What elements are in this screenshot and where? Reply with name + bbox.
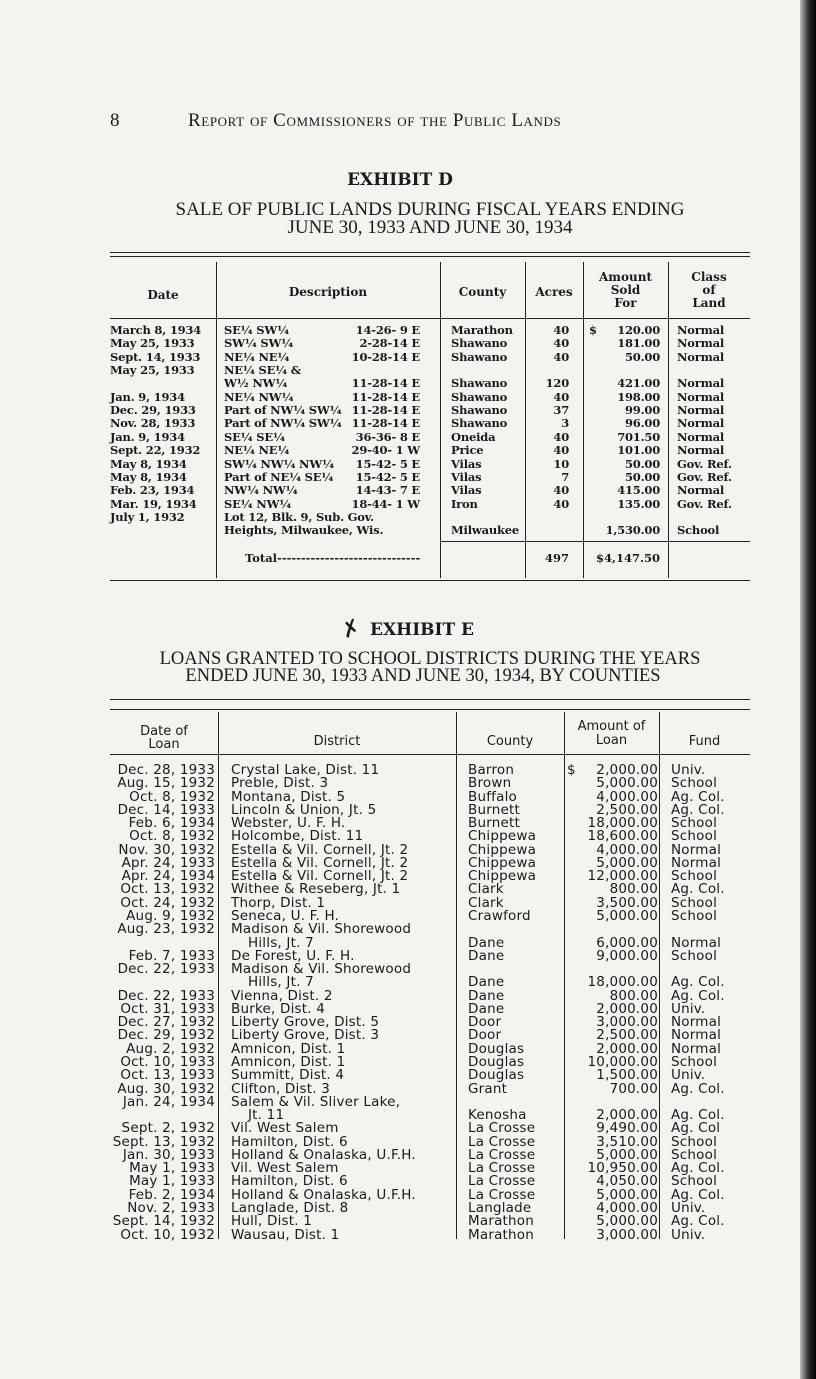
loan-fund: Ag. Col. — [671, 1213, 725, 1230]
loan-fund: Normal — [671, 841, 722, 858]
school-district: Amnicon, Dist. 1 — [231, 1040, 346, 1057]
land-description: NW¼ NW¼ — [224, 483, 298, 498]
land-description: Lot 12, Blk. 9, Sub. Gov. — [224, 509, 374, 524]
land-class: Normal — [677, 483, 725, 498]
sale-amount: 415.00 — [617, 483, 660, 498]
sale-county: Shawano — [451, 416, 508, 431]
loan-county: Crawford — [468, 908, 531, 924]
sale-date: May 25, 1933 — [110, 363, 195, 378]
section-township-range: 36-36- 8 E — [355, 429, 420, 444]
loan-county: Dane — [468, 947, 505, 964]
sale-acres: 120 — [545, 376, 569, 391]
sale-county: Milwaukee — [451, 523, 519, 538]
school-district: Langlade, Dist. 8 — [231, 1199, 349, 1216]
land-class: School — [677, 523, 720, 538]
loan-county: La Crosse — [468, 1120, 536, 1137]
loan-date: Sept. 2, 1932 — [121, 1120, 215, 1137]
sale-date: March 8, 1934 — [110, 323, 202, 337]
sale-amount: 99.00 — [624, 403, 660, 418]
loan-amount: 2,000.00 — [596, 1107, 658, 1123]
land-class: Normal — [677, 376, 725, 391]
loan-fund: School — [671, 775, 718, 792]
sale-amount: 135.00 — [617, 496, 660, 511]
land-description: NE¼ NW¼ — [224, 389, 294, 404]
sale-amount: 50.00 — [624, 349, 660, 364]
land-description: SW¼ NW¼ NW¼ — [224, 456, 334, 471]
loan-date: Oct. 10, 1933 — [120, 1053, 215, 1070]
sale-acres: 37 — [553, 403, 569, 418]
land-description: SE¼ NW¼ — [224, 496, 292, 511]
col-header-date: Date — [147, 288, 179, 302]
loan-fund: Univ. — [671, 762, 706, 778]
loan-fund: Univ. — [671, 1067, 706, 1084]
section-township-range: 11-28-14 E — [351, 416, 420, 431]
sale-county: Shawano — [451, 403, 508, 418]
section-township-range: 18-44- 1 W — [351, 496, 420, 511]
sale-county: Oneida — [451, 429, 496, 444]
sale-date: July 1, 1932 — [110, 509, 185, 524]
loan-date: Jan. 24, 1934 — [122, 1093, 215, 1110]
school-district: Hull, Dist. 1 — [231, 1213, 313, 1230]
loan-amount: 4,050.00 — [596, 1173, 658, 1190]
land-class: Gov. Ref. — [677, 456, 732, 471]
loan-fund: School — [671, 947, 718, 964]
loan-date: Oct. 31, 1933 — [120, 1000, 215, 1017]
loan-fund: Ag. Col. — [671, 1107, 725, 1123]
loan-amount: 1,500.00 — [596, 1067, 658, 1084]
school-district: Preble, Dist. 3 — [231, 775, 329, 792]
sale-date: May 25, 1933 — [110, 336, 195, 351]
school-district: Estella & Vil. Cornell, Jt. 2 — [231, 868, 409, 885]
col-header-acres: Acres — [535, 285, 573, 299]
loan-date: Feb. 6, 1934 — [128, 815, 215, 832]
land-description: Part of NW¼ SW¼ — [224, 416, 342, 431]
school-district: Summitt, Dist. 4 — [231, 1067, 345, 1084]
loan-amount: 5,000.00 — [596, 775, 658, 792]
section-township-range: 11-28-14 E — [351, 376, 420, 391]
sale-date: Sept. 14, 1933 — [110, 349, 201, 364]
exhibit-d-title-line1: SALE OF PUBLIC LANDS DURING FISCAL YEARS ENDING — [175, 199, 685, 220]
sale-county: Vilas — [451, 456, 482, 471]
sale-acres: 3 — [561, 416, 569, 431]
loan-county: Dane — [468, 1000, 505, 1017]
loan-county: Clark — [468, 881, 504, 898]
loan-amount: 18,000.00 — [587, 815, 658, 832]
land-description: NE¼ NE¼ — [224, 349, 290, 364]
loan-fund: School — [671, 868, 718, 885]
loan-date: Feb. 2, 1934 — [128, 1186, 215, 1203]
loan-fund: Normal — [671, 1014, 722, 1031]
school-district: Holcombe, Dist. 11 — [231, 828, 364, 845]
sale-date: Nov. 28, 1933 — [110, 416, 196, 431]
sale-acres: 40 — [553, 336, 569, 351]
loan-amount: 9,490.00 — [596, 1120, 658, 1137]
sale-amount: 50.00 — [624, 456, 660, 471]
loan-amount: 800.00 — [609, 881, 658, 898]
loan-county: La Crosse — [468, 1133, 536, 1150]
loan-county: Burnett — [468, 815, 520, 832]
loan-fund: Ag. Col. — [671, 881, 725, 898]
col-header-amount-2: Sold — [610, 283, 641, 297]
dollar-sign: $ — [589, 323, 597, 337]
loan-amount: 2,000.00 — [596, 1040, 658, 1057]
loan-date: Dec. 22, 1933 — [117, 987, 215, 1004]
school-district: Burke, Dist. 4 — [231, 1000, 326, 1017]
section-township-range: 10-28-14 E — [351, 349, 420, 364]
school-district: Hamilton, Dist. 6 — [231, 1173, 348, 1190]
loan-fund: Univ. — [671, 1000, 706, 1017]
loan-date: Sept. 14, 1932 — [112, 1213, 215, 1230]
loan-county: Kenosha — [468, 1107, 527, 1123]
sale-acres: 40 — [553, 389, 569, 404]
loan-amount: 5,000.00 — [596, 1213, 658, 1230]
loan-date: May 1, 1933 — [129, 1173, 215, 1190]
sale-county: Iron — [451, 496, 478, 511]
sale-county: Marathon — [451, 323, 513, 337]
section-township-range: 15-42- 5 E — [355, 456, 420, 471]
loan-amount: 18,600.00 — [587, 828, 658, 845]
loan-amount: 700.00 — [609, 1080, 658, 1097]
loan-amount: 10,950.00 — [587, 1160, 658, 1177]
total-acres: 497 — [544, 551, 569, 565]
sale-amount: 421.00 — [617, 376, 660, 391]
section-township-range: 11-28-14 E — [351, 403, 420, 418]
loan-county: Langlade — [468, 1199, 532, 1216]
loan-county: Chippewa — [468, 868, 537, 885]
land-description: Heights, Milwaukee, Wis. — [224, 523, 384, 538]
col-header-county-e: County — [486, 734, 534, 749]
loan-fund: Univ. — [671, 1199, 706, 1216]
section-township-range: 15-42- 5 E — [355, 469, 420, 484]
col-header-class-1: Class — [691, 270, 727, 284]
col-header-amount-3: For — [614, 296, 637, 310]
col-header-class-3: Land — [692, 296, 726, 310]
loan-date: Jan. 30, 1933 — [122, 1146, 215, 1163]
school-district: Thorp, Dist. 1 — [231, 894, 326, 911]
land-class: Normal — [677, 443, 725, 458]
sale-date: May 8, 1934 — [110, 469, 187, 484]
land-description: NE¼ NE¼ — [224, 443, 290, 458]
loan-fund: Normal — [671, 854, 722, 871]
loan-county: Dane — [468, 974, 505, 991]
sale-acres: 40 — [553, 429, 569, 444]
col-header-loan-date-2: Loan — [148, 737, 180, 752]
school-district: Montana, Dist. 5 — [231, 788, 346, 805]
sale-amount: 96.00 — [624, 416, 660, 431]
land-description: Part of NE¼ SE¼ — [224, 469, 334, 484]
loan-amount: 4,000.00 — [596, 788, 658, 805]
school-district: Crystal Lake, Dist. 11 — [231, 762, 380, 778]
loan-date: Dec. 28, 1933 — [117, 762, 215, 778]
exhibit-d-label: EXHIBIT D — [347, 170, 453, 190]
loan-date: Oct. 8, 1932 — [129, 828, 215, 845]
school-district: Hamilton, Dist. 6 — [231, 1133, 348, 1150]
land-class: Normal — [677, 403, 725, 418]
sale-acres: 40 — [553, 496, 569, 511]
sale-date: Dec. 29, 1933 — [110, 403, 196, 418]
section-township-range: 11-28-14 E — [351, 389, 420, 404]
loan-county: Marathon — [468, 1213, 535, 1230]
handwritten-check-mark: ✗ — [338, 614, 365, 645]
land-class: Normal — [677, 389, 725, 404]
loan-fund: Ag. Col. — [671, 1080, 725, 1097]
school-district: Madison & Vil. Shorewood — [231, 961, 412, 977]
sale-acres: 40 — [553, 443, 569, 458]
sale-amount: 101.00 — [617, 443, 660, 458]
school-district: Estella & Vil. Cornell, Jt. 2 — [231, 854, 409, 871]
loan-county: Chippewa — [468, 828, 537, 845]
sale-amount: 50.00 — [624, 469, 660, 484]
sale-amount: 120.00 — [617, 323, 660, 337]
section-township-range: 29-40- 1 W — [351, 443, 420, 458]
land-description: SE¼ SW¼ — [224, 323, 289, 337]
loan-amount: 2,500.00 — [596, 801, 658, 818]
school-district: Liberty Grove, Dist. 5 — [231, 1014, 380, 1031]
loan-date: Nov. 30, 1932 — [118, 841, 215, 858]
school-district: Wausau, Dist. 1 — [231, 1226, 340, 1243]
loan-fund: School — [671, 894, 718, 911]
loan-county: Douglas — [468, 1053, 525, 1070]
col-header-county: County — [458, 285, 507, 299]
school-district: Hills, Jt. 7 — [248, 934, 314, 951]
loan-county: Douglas — [468, 1067, 525, 1084]
loan-amount: 5,000.00 — [596, 854, 658, 871]
loan-amount: 18,000.00 — [587, 974, 658, 991]
exhibit-d-title-line2: JUNE 30, 1933 AND JUNE 30, 1934 — [287, 217, 573, 238]
loan-amount: 5,000.00 — [596, 1146, 658, 1163]
col-header-amount-1: Amount — [598, 270, 652, 284]
loan-date: Oct. 13, 1932 — [120, 881, 215, 898]
loan-fund: School — [671, 828, 718, 845]
loan-amount: 2,000.00 — [596, 762, 658, 778]
loan-date: Aug. 2, 1932 — [126, 1040, 215, 1057]
loan-fund: Normal — [671, 934, 722, 951]
loan-county: Door — [468, 1014, 502, 1031]
school-district: Amnicon, Dist. 1 — [231, 1053, 346, 1070]
loan-fund: Normal — [671, 1027, 722, 1044]
sale-acres: 10 — [553, 456, 569, 471]
loan-county: Chippewa — [468, 854, 537, 871]
sale-county: Shawano — [451, 376, 508, 391]
loan-county: La Crosse — [468, 1160, 536, 1177]
loan-date: Dec. 14, 1933 — [117, 801, 215, 818]
sale-amount: 181.00 — [617, 336, 660, 351]
col-header-loan-date-1: Date of — [140, 724, 188, 739]
loan-county: La Crosse — [468, 1146, 536, 1163]
school-district: Webster, U. F. H. — [231, 815, 346, 832]
loan-fund: Ag. Col — [671, 1120, 721, 1137]
loan-date: Dec. 29, 1932 — [117, 1027, 215, 1044]
sale-date: Jan. 9, 1934 — [110, 429, 185, 444]
sale-date: Feb. 23, 1934 — [110, 483, 195, 498]
section-township-range: 2-28-14 E — [359, 336, 420, 351]
loan-county: Dane — [468, 934, 505, 951]
col-header-fund: Fund — [688, 734, 721, 749]
loan-amount: 2,000.00 — [596, 1000, 658, 1017]
land-class: Normal — [677, 336, 725, 351]
school-district: Jt. 11 — [248, 1107, 285, 1123]
loan-amount: 9,000.00 — [596, 947, 658, 964]
loan-amount: 3,510.00 — [596, 1133, 658, 1150]
loan-fund: School — [671, 908, 718, 924]
school-district: Liberty Grove, Dist. 3 — [231, 1027, 380, 1044]
loan-county: Grant — [468, 1080, 508, 1097]
loan-date: Oct. 13, 1933 — [120, 1067, 215, 1084]
land-description: Part of NW¼ SW¼ — [224, 403, 342, 418]
dollar-sign: $ — [567, 762, 576, 778]
loan-fund: Ag. Col. — [671, 1186, 725, 1203]
col-header-loan-amount-1: Amount of — [577, 719, 646, 734]
loan-fund: Ag. Col. — [671, 1160, 725, 1177]
col-header-loan-amount-2: Loan — [595, 733, 628, 748]
sale-acres: 7 — [561, 469, 569, 484]
loan-county: Marathon — [468, 1226, 535, 1243]
loan-county: Dane — [468, 987, 505, 1004]
school-district: Lincoln & Union, Jt. 5 — [231, 801, 377, 818]
loan-date: Aug. 15, 1932 — [117, 775, 215, 792]
loan-date: Oct. 24, 1932 — [120, 894, 215, 911]
loan-fund: School — [671, 1053, 718, 1070]
school-district: Madison & Vil. Shorewood — [231, 921, 412, 938]
sale-county: Shawano — [451, 336, 508, 351]
sale-amount: 701.50 — [617, 429, 660, 444]
sale-county: Shawano — [451, 349, 508, 364]
total-amount: $4,147.50 — [595, 551, 660, 565]
school-district: Estella & Vil. Cornell, Jt. 2 — [231, 841, 409, 858]
loan-fund: Ag. Col. — [671, 801, 725, 818]
loan-fund: Ag. Col. — [671, 987, 725, 1004]
loan-amount: 5,000.00 — [596, 908, 658, 924]
land-description: NE¼ SE¼ & — [224, 363, 301, 378]
loan-amount: 12,000.00 — [587, 868, 658, 885]
loan-county: Brown — [468, 775, 512, 792]
leader-dots: ------------------------------ — [277, 551, 421, 565]
loan-county: Chippewa — [468, 841, 537, 858]
loan-date: Apr. 24, 1934 — [121, 868, 215, 885]
sale-acres: 40 — [553, 323, 569, 337]
sale-county: Shawano — [451, 389, 508, 404]
loan-county: Buffalo — [468, 788, 518, 805]
school-district: De Forest, U. F. H. — [231, 947, 355, 964]
land-class: Normal — [677, 323, 725, 337]
school-district: Vil. West Salem — [231, 1160, 339, 1177]
loan-county: Door — [468, 1027, 502, 1044]
loan-amount: 4,000.00 — [596, 841, 658, 858]
loan-amount: 6,000.00 — [596, 934, 658, 951]
loan-amount: 4,000.00 — [596, 1199, 658, 1216]
running-title: Report of Commissioners of the Public Lands — [188, 110, 562, 131]
loan-amount: 2,500.00 — [596, 1027, 658, 1044]
loan-amount: 3,500.00 — [596, 894, 658, 911]
section-township-range: 14-26- 9 E — [355, 323, 420, 337]
loan-fund: Ag. Col. — [671, 974, 725, 991]
loan-date: Aug. 23, 1932 — [117, 921, 215, 938]
school-district: Hills, Jt. 7 — [248, 974, 314, 991]
loan-date: Feb. 7, 1933 — [128, 947, 215, 964]
loan-county: La Crosse — [468, 1186, 536, 1203]
col-header-district: District — [313, 734, 361, 749]
sale-date: Mar. 19, 1934 — [110, 496, 197, 511]
school-district: Vienna, Dist. 2 — [231, 987, 333, 1004]
loan-date: Dec. 27, 1932 — [117, 1014, 215, 1031]
school-district: Seneca, U. F. H. — [231, 908, 340, 924]
loan-amount: 3,000.00 — [596, 1226, 658, 1243]
land-class: Normal — [677, 416, 725, 431]
school-district: Holland & Onalaska, U.F.H. — [231, 1146, 416, 1163]
school-district: Withee & Reseberg, Jt. 1 — [231, 881, 401, 898]
exhibit-e-title-line1: LOANS GRANTED TO SCHOOL DISTRICTS DURING THE YEARS — [159, 649, 701, 669]
land-class: Gov. Ref. — [677, 469, 732, 484]
exhibit-e-label: EXHIBIT E — [370, 620, 475, 640]
school-district: Vil. West Salem — [231, 1120, 339, 1137]
land-class: Normal — [677, 429, 725, 444]
land-class: Gov. Ref. — [677, 496, 732, 511]
loan-date: Oct. 10, 1932 — [120, 1226, 215, 1243]
loan-county: Douglas — [468, 1040, 525, 1057]
sale-acres: 40 — [553, 349, 569, 364]
total-label: Total------------------------------ — [245, 551, 421, 565]
sale-date: Sept. 22, 1932 — [110, 443, 201, 458]
loan-date: Nov. 2, 1933 — [127, 1199, 215, 1216]
sale-amount: 1,530.00 — [605, 523, 660, 538]
sale-acres: 40 — [553, 483, 569, 498]
loan-date: Apr. 24, 1933 — [121, 854, 215, 871]
loan-date: Aug. 30, 1932 — [117, 1080, 215, 1097]
loan-amount: 3,000.00 — [596, 1014, 658, 1031]
sale-date: Jan. 9, 1934 — [110, 389, 185, 404]
loan-fund: Univ. — [671, 1226, 706, 1243]
loan-date: Dec. 22, 1933 — [117, 961, 215, 977]
loan-date: Oct. 8, 1932 — [129, 788, 215, 805]
loan-amount: 10,000.00 — [587, 1053, 658, 1070]
sale-date: May 8, 1934 — [110, 456, 187, 471]
section-township-range: 14-43- 7 E — [355, 483, 420, 498]
loan-date: May 1, 1933 — [129, 1160, 215, 1177]
col-header-class-2: of — [702, 283, 716, 297]
exhibit-e-title-line2: ENDED JUNE 30, 1933 AND JUNE 30, 1934, BY COUNTIES — [185, 666, 661, 686]
col-header-description: Description — [288, 285, 368, 299]
sale-county: Vilas — [451, 469, 482, 484]
loan-county: Burnett — [468, 801, 520, 818]
land-description: SE¼ SE¼ — [224, 429, 285, 444]
loan-fund: School — [671, 1133, 718, 1150]
land-description: SW¼ SW¼ — [224, 336, 294, 351]
school-district: Salem & Vil. Sliver Lake, — [231, 1093, 401, 1110]
loan-amount: 800.00 — [609, 987, 658, 1004]
school-district: Holland & Onalaska, U.F.H. — [231, 1186, 416, 1203]
land-class: Normal — [677, 349, 725, 364]
loan-county: Barron — [468, 762, 515, 778]
loan-fund: School — [671, 815, 718, 832]
loan-county: La Crosse — [468, 1173, 536, 1190]
sale-county: Vilas — [451, 483, 482, 498]
loan-fund: School — [671, 1173, 718, 1190]
sale-amount: 198.00 — [617, 389, 660, 404]
land-description: W½ NW¼ — [224, 376, 288, 391]
loan-fund: School — [671, 1146, 718, 1163]
page-number: 8 — [110, 110, 120, 131]
loan-date: Sept. 13, 1932 — [112, 1133, 215, 1150]
loan-fund: Ag. Col. — [671, 788, 725, 805]
sale-county: Price — [451, 443, 484, 458]
loan-fund: Normal — [671, 1040, 722, 1057]
loan-date: Aug. 9, 1932 — [126, 908, 215, 924]
loan-county: Clark — [468, 894, 504, 911]
loan-amount: 5,000.00 — [596, 1186, 658, 1203]
school-district: Clifton, Dist. 3 — [231, 1080, 330, 1097]
